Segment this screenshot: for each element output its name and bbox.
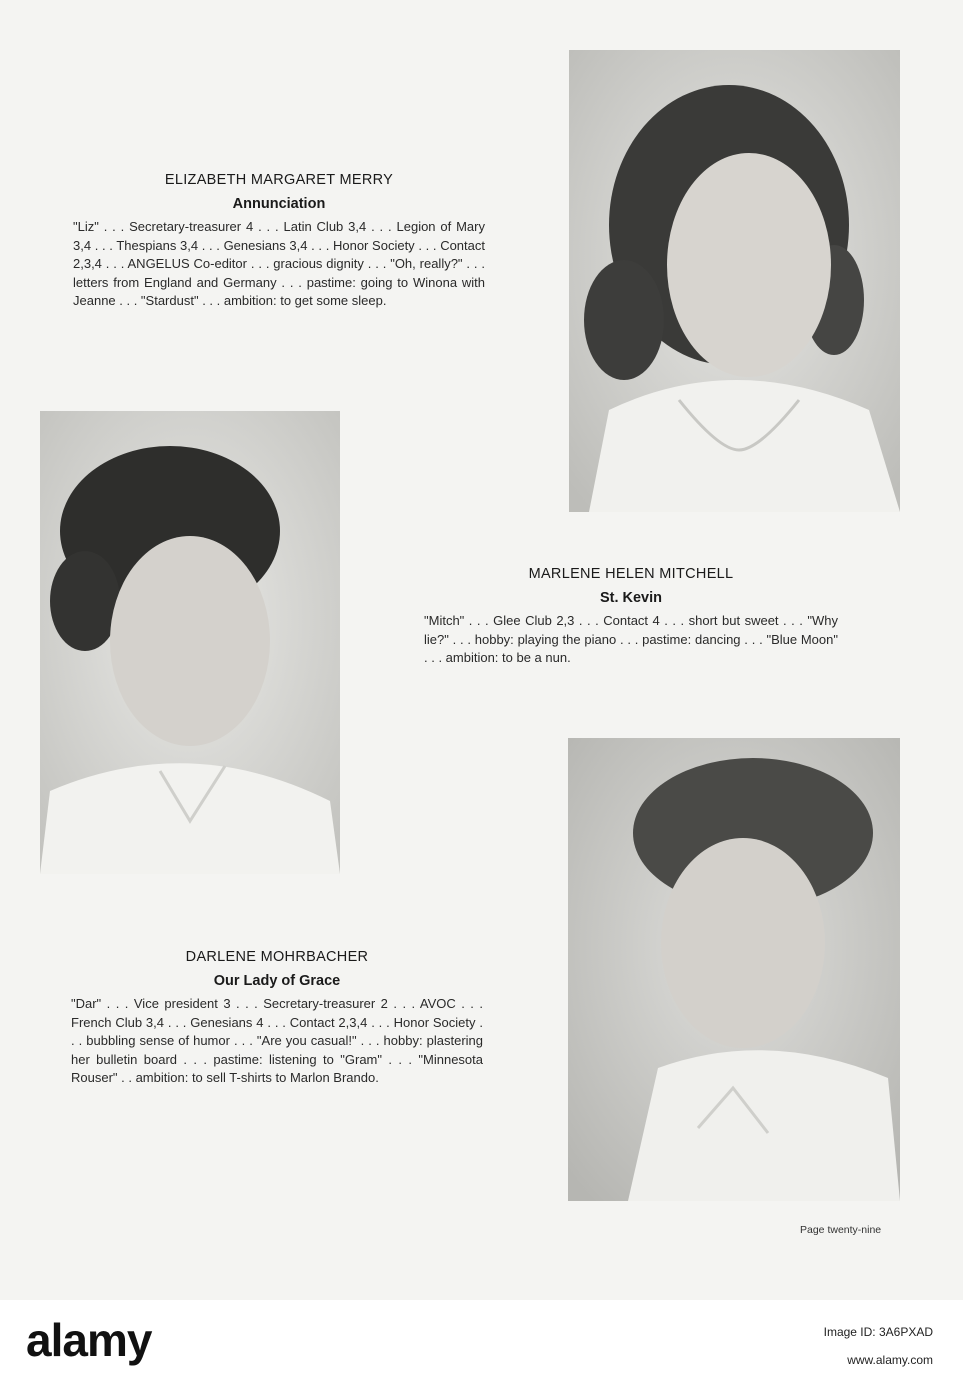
bio-marlene xyxy=(424,566,838,668)
bio-darlene xyxy=(71,949,483,1088)
alamy-url: www.alamy.com xyxy=(847,1353,933,1367)
page-number: Page twenty-nine xyxy=(800,1224,882,1236)
bio-elizabeth xyxy=(73,172,485,311)
alamy-info xyxy=(824,1318,933,1374)
student-bio-text: "Dar" . . . Vice president 3 . . . Secretary-treasurer 2 . . . AVOC . . . French Club 3,4 . . . Genesians 4 . . . Contact 2,3,4 . . . Honor Society . . . bubbling sense of humor . . . "Are you casual!" . . . hobby: plastering her bulletin board . . . pastime: listening to "Gram" . . . "Minnesota Rouser" . . ambition: to sell T-shirts to Marlon Brando. xyxy=(71,996,483,1085)
student-bio-text: "Liz" . . . Secretary-treasurer 4 . . . Latin Club 3,4 . . . Legion of Mary 3,4 . . . Thespians 3,4 . . . Genesians 3,4 . . . Honor Society . . . Contact 2,3,4 . . . ANGELUS Co-editor . . . gracious dignity . . . "Oh, really?" . . . letters from England and Germany . . . pastime: going to Winona with Jeanne . . . "Stardust" . . . ambition: to get some sleep. xyxy=(73,219,485,308)
portrait-photo-elizabeth xyxy=(569,50,900,512)
alamy-logo: alamy xyxy=(26,1314,152,1366)
student-bio-text: "Mitch" . . . Glee Club 2,3 . . . Contact 4 . . . short but sweet . . . "Why lie?" . . . hobby: playing the piano . . . pastime: dancing . . . "Blue Moon" . . . ambition: to be a nun. xyxy=(424,613,838,665)
student-name: DARLENE MOHRBACHER xyxy=(185,949,369,965)
student-name: ELIZABETH MARGARET MERRY xyxy=(164,172,394,188)
student-parish: Our Lady of Grace xyxy=(213,973,341,989)
student-name: MARLENE HELEN MITCHELL xyxy=(528,566,734,582)
portrait-photo-darlene xyxy=(568,738,900,1201)
student-parish: Annunciation xyxy=(232,196,326,212)
portrait-photo-marlene xyxy=(40,411,340,874)
image-id: Image ID: 3A6PXAD xyxy=(823,1325,933,1339)
student-parish: St. Kevin xyxy=(599,590,663,606)
